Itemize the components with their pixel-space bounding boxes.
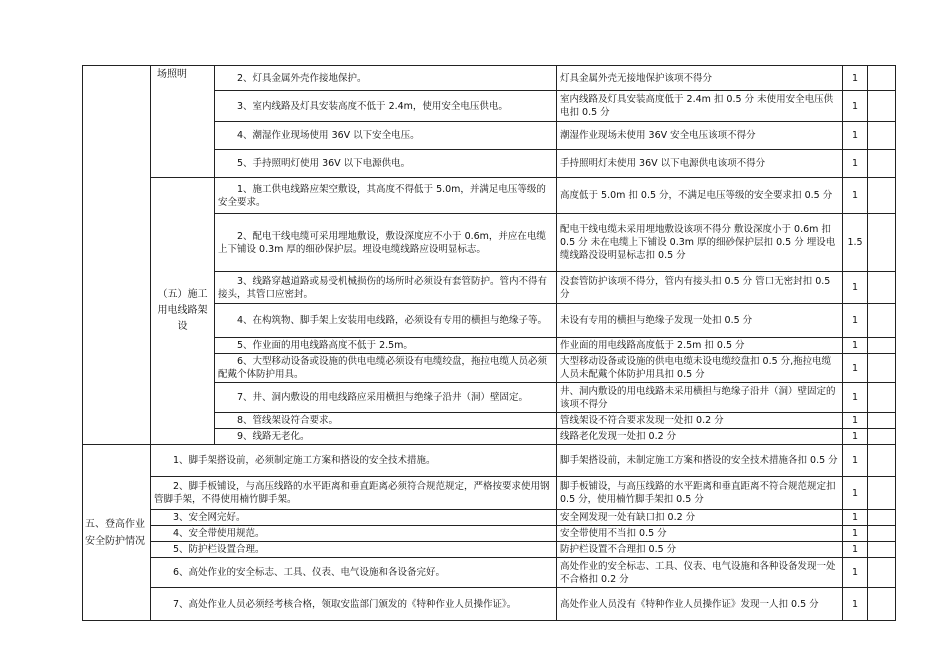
scoring-rule-cell: 管线架设不符合要求发现一处扣 0.2 分 <box>557 413 843 429</box>
table-row <box>83 66 896 91</box>
scoring-rule-cell: 大型移动设备或设施的供电电缆未设电缆绞盘扣 0.5 分,拖拉电缆人员未配戴个体防护用具扣 0.5 分 <box>557 354 843 383</box>
scoring-rule-cell: 防护栏设置不合理扣 0.5 分 <box>557 542 843 558</box>
blank-cell <box>868 66 896 91</box>
scoring-rule-cell: 井、洞内敷设的用电线路未采用横担与绝缘子沿井（洞）壁固定的该项不得分 <box>557 383 843 413</box>
requirement-cell: 5、作业面的用电线路高度不低于 2.5m。 <box>215 338 557 354</box>
score-cell: 1 <box>843 150 868 178</box>
requirement-cell: 3、安全网完好。 <box>151 510 557 526</box>
table-row <box>83 588 896 621</box>
score-cell: 1 <box>843 477 868 510</box>
blank-cell <box>868 445 896 477</box>
requirement-cell: 3、线路穿越道路或易受机械损伤的场所时必须设有套管防护。管内不得有接头，其管口应密封。 <box>215 272 557 304</box>
score-cell: 1 <box>843 413 868 429</box>
scoring-rule-cell: 未设有专用的横担与绝缘子发现一处扣 0.5 分 <box>557 304 843 338</box>
requirement-cell: 7、井、洞内敷设的用电线路应采用横担与绝缘子沿井（洞）壁固定。 <box>215 383 557 413</box>
scoring-rule-cell: 作业面的用电线路高度低于 2.5m 扣 0.5 分 <box>557 338 843 354</box>
requirement-cell: 6、高处作业的安全标志、工具、仪表、电气设施和各设备完好。 <box>151 558 557 588</box>
blank-cell <box>868 477 896 510</box>
blank-cell <box>868 304 896 338</box>
scoring-rule-cell: 高处作业人员没有《特种作业人员操作证》发现一人扣 0.5 分 <box>557 588 843 621</box>
score-cell: 1 <box>843 338 868 354</box>
scoring-rule-cell: 没套管防护该项不得分，管内有接头扣 0.5 分 管口无密封扣 0.5 分 <box>557 272 843 304</box>
blank-cell <box>868 272 896 304</box>
score-cell: 1 <box>843 588 868 621</box>
scoring-rule-cell: 潮湿作业现场未使用 36V 安全电压该项不得分 <box>557 122 843 150</box>
requirement-cell: 2、脚手板铺设，与高压线路的水平距离和垂直距离必须符合规范规定，严格按要求使用钢管脚手架，不得使用楠竹脚手架。 <box>151 477 557 510</box>
blank-cell <box>868 542 896 558</box>
blank-cell <box>868 588 896 621</box>
requirement-cell: 7、高处作业人员必须经考核合格，领取安监部门颁发的《特种作业人员操作证》。 <box>151 588 557 621</box>
score-cell: 1 <box>843 429 868 445</box>
table-row <box>83 178 896 214</box>
requirement-cell: 4、安全带使用规范。 <box>151 526 557 542</box>
category-cell <box>83 66 151 445</box>
score-cell: 1 <box>843 383 868 413</box>
score-cell: 1 <box>843 91 868 122</box>
scoring-rule-cell: 线路老化发现一处扣 0.2 分 <box>557 429 843 445</box>
scoring-rule-cell: 安全网发现一处有缺口扣 0.2 分 <box>557 510 843 526</box>
group-cell: （五）施工用电线路架设 <box>151 178 215 445</box>
blank-cell <box>868 429 896 445</box>
requirement-cell: 5、防护栏设置合理。 <box>151 542 557 558</box>
scoring-rule-cell: 高度低于 5.0m 扣 0.5 分，不满足电压等级的安全要求扣 0.5 分 <box>557 178 843 214</box>
table-row <box>83 445 896 477</box>
scoring-rule-cell: 手持照明灯未使用 36V 以下电源供电该项不得分 <box>557 150 843 178</box>
blank-cell <box>868 178 896 214</box>
requirement-cell: 4、潮湿作业现场使用 36V 以下安全电压。 <box>215 122 557 150</box>
blank-cell <box>868 91 896 122</box>
table-row <box>83 477 896 510</box>
requirement-cell: 1、脚手架搭设前，必须制定施工方案和搭设的安全技术措施。 <box>151 445 557 477</box>
score-cell: 1 <box>843 304 868 338</box>
requirement-cell: 5、手持照明灯使用 36V 以下电源供电。 <box>215 150 557 178</box>
scoring-rule-cell: 脚手架搭设前，未制定施工方案和搭设的安全技术措施各扣 0.5 分 <box>557 445 843 477</box>
requirement-cell: 1、施工供电线路应架空敷设，其高度不得低于 5.0m，并满足电压等级的安全要求。 <box>215 178 557 214</box>
table-row <box>83 526 896 542</box>
blank-cell <box>868 214 896 272</box>
requirement-cell: 2、配电干线电缆可采用埋地敷设，敷设深度应不小于 0.6m，并应在电缆上下铺设 0.3m 厚的细砂保护层。埋设电缆线路应设明显标志。 <box>215 214 557 272</box>
table-row <box>83 510 896 526</box>
scoring-rule-cell: 室内线路及灯具安装高度低于 2.4m 扣 0.5 分 未使用安全电压供电扣 0.5 分 <box>557 91 843 122</box>
blank-cell <box>868 338 896 354</box>
group-cell: 场照明 <box>151 66 215 178</box>
table-row <box>83 558 896 588</box>
scoring-rule-cell: 高处作业的安全标志、工具、仪表、电气设施和各种设备发现一处不合格扣 0.2 分 <box>557 558 843 588</box>
requirement-cell: 8、管线架设符合要求。 <box>215 413 557 429</box>
score-cell: 1 <box>843 354 868 383</box>
score-cell: 1 <box>843 272 868 304</box>
requirement-cell: 2、灯具金属外壳作接地保护。 <box>215 66 557 91</box>
requirement-cell: 4、在构筑物、脚手架上安装用电线路，必须设有专用的横担与绝缘子等。 <box>215 304 557 338</box>
blank-cell <box>868 558 896 588</box>
score-cell: 1 <box>843 526 868 542</box>
blank-cell <box>868 122 896 150</box>
score-cell: 1 <box>843 510 868 526</box>
requirement-cell: 3、室内线路及灯具安装高度不低于 2.4m，使用安全电压供电。 <box>215 91 557 122</box>
score-cell: 1 <box>843 445 868 477</box>
blank-cell <box>868 526 896 542</box>
blank-cell <box>868 354 896 383</box>
score-cell: 1 <box>843 66 868 91</box>
blank-cell <box>868 413 896 429</box>
scoring-rule-cell: 脚手板铺设，与高压线路的水平距离和垂直距离不符合规范规定扣 0.5 分，使用楠竹脚手架扣 0.5 分 <box>557 477 843 510</box>
score-cell: 1.5 <box>843 214 868 272</box>
blank-cell <box>868 383 896 413</box>
category-cell: 五、登高作业安全防护情况 <box>83 445 151 621</box>
requirement-cell: 9、线路无老化。 <box>215 429 557 445</box>
scoring-rule-cell: 灯具金属外壳无接地保护该项不得分 <box>557 66 843 91</box>
score-cell: 1 <box>843 542 868 558</box>
score-cell: 1 <box>843 122 868 150</box>
scoring-rule-cell: 安全带使用不当扣 0.5 分 <box>557 526 843 542</box>
blank-cell <box>868 150 896 178</box>
blank-cell <box>868 510 896 526</box>
score-cell: 1 <box>843 178 868 214</box>
table-row <box>83 542 896 558</box>
scoring-rule-cell: 配电干线电缆未采用埋地敷设该项不得分 敷设深度小于 0.6m 扣 0.5 分 未在电缆上下铺设 0.3m 厚的细砂保护层扣 0.5 分 埋设电缆线路没设明显标志扣 0.5 分 <box>557 214 843 272</box>
requirement-cell: 6、大型移动设备或设施的供电电缆必须设有电缆绞盘，拖拉电缆人员必须配戴个体防护用具。 <box>215 354 557 383</box>
inspection-table <box>82 65 896 621</box>
score-cell: 1 <box>843 558 868 588</box>
